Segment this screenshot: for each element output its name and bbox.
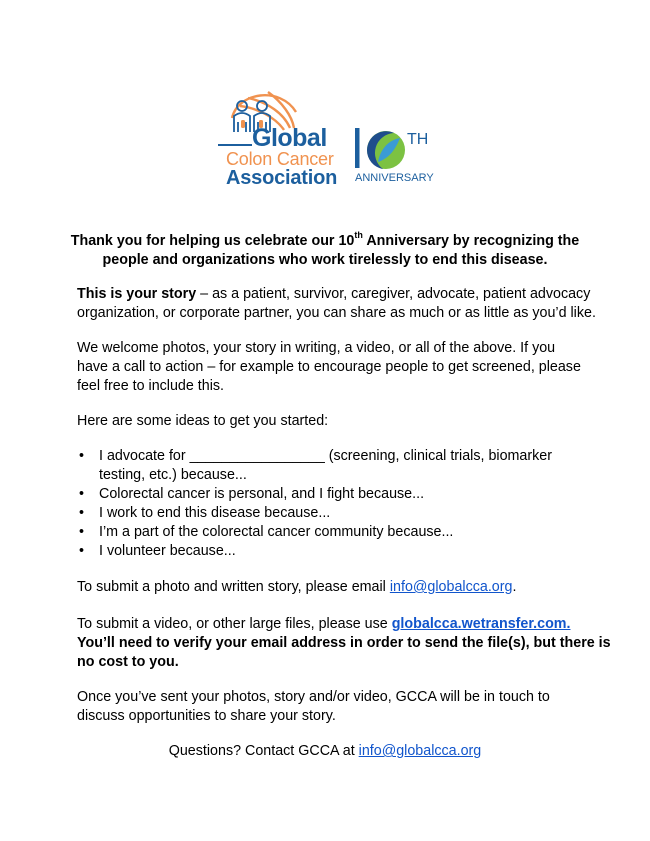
list-item: • I’m a part of the colorectal cancer community because... [79, 524, 454, 540]
bullet-icon: • [79, 505, 85, 521]
badge-label: ANNIVERSARY [355, 172, 434, 184]
followup-paragraph: Once you’ve sent your photos, story and/or video, GCCA will be in touch to discuss opportunities to share your story. [77, 689, 550, 724]
bullet-icon: • [79, 524, 85, 540]
bullet-icon: • [79, 486, 85, 502]
questions-email-link[interactable]: info@globalcca.org [358, 743, 482, 759]
list-item: • I work to end this disease because... [79, 505, 331, 521]
ideas-intro: Here are some ideas to get you started: [77, 413, 329, 429]
list-item: • I volunteer because... [79, 543, 236, 559]
logo-line-global: Global [252, 124, 327, 152]
submit-photo-paragraph: To submit a photo and written story, please email info@globalcca.org. [77, 579, 517, 595]
questions-line: Questions? Contact GCCA at info@globalcca.org [168, 743, 482, 759]
gcca-logo [218, 88, 438, 193]
story-paragraph: This is your story – as a patient, survivor, caregiver, advocate, patient advocacy organization, or corporate partner, you can share as much or as little as you’d like. [77, 286, 596, 321]
wetransfer-link[interactable]: globalcca.wetransfer.com. [391, 616, 571, 632]
story-bold: This is your story [77, 286, 197, 302]
ideas-list [77, 447, 552, 561]
heading-line-1: Thank you for helping us celebrate our 10th Anniversary by recognizing the [70, 230, 580, 249]
logo-line-association: Association [226, 167, 338, 189]
bullet-icon: • [79, 448, 85, 464]
logo-line-colon-cancer: Colon Cancer [226, 149, 334, 169]
email-link[interactable]: info@globalcca.org [389, 579, 513, 595]
welcome-paragraph: We welcome photos, your story in writing, a video, or all of the above. If you have a call to action – for example to encourage people to get screened, please feel free to include this. [77, 340, 581, 394]
list-item: • I advocate for _________________ (screening, clinical trials, biomarker testing, etc.) because... [79, 448, 553, 483]
bullet-icon: • [79, 543, 85, 559]
page-heading [60, 232, 590, 270]
logo-text [218, 88, 438, 193]
submit-video-paragraph: To submit a video, or other large files, please use globalcca.wetransfer.com. You’ll need to verify your email address in order to send the file(s), but there is no cost to you. [77, 616, 611, 670]
list-item: • Colorectal cancer is personal, and I fight because... [79, 486, 425, 502]
badge-suffix: TH [407, 131, 429, 148]
heading-line-2: people and organizations who work tirelessly to end this disease. [102, 252, 548, 268]
